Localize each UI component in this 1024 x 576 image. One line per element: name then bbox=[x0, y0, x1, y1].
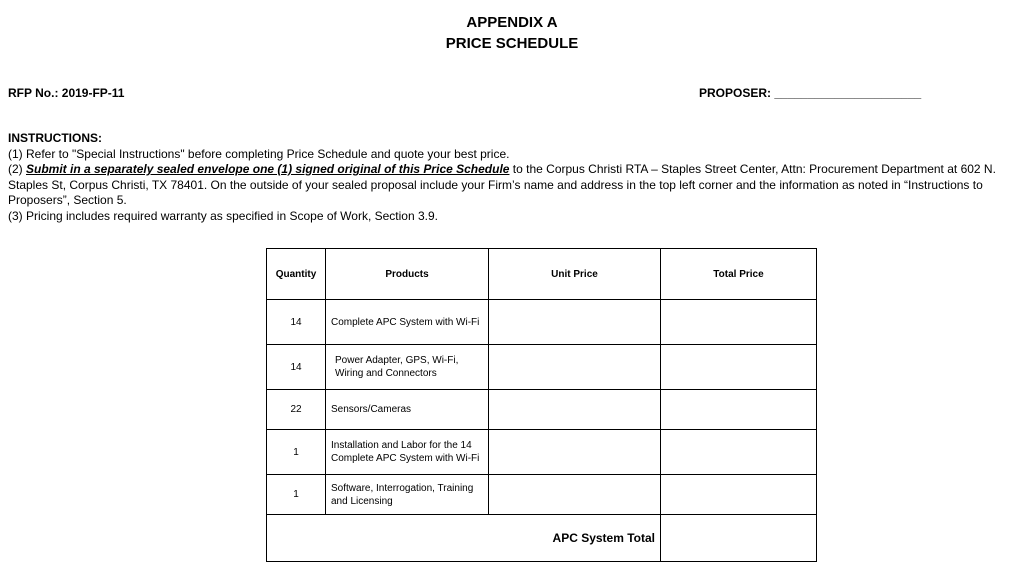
price-schedule-table bbox=[266, 248, 817, 562]
product-cell: Sensors/Cameras bbox=[326, 390, 489, 430]
unit-price-cell[interactable] bbox=[489, 390, 661, 430]
table-row bbox=[267, 430, 817, 475]
system-total-label: APC System Total bbox=[267, 515, 661, 562]
title-line-appendix: APPENDIX A bbox=[466, 14, 558, 31]
unit-price-cell[interactable] bbox=[489, 345, 661, 390]
unit-price-cell[interactable] bbox=[489, 300, 661, 345]
unit-price-cell[interactable] bbox=[489, 430, 661, 475]
page-title bbox=[0, 12, 1024, 54]
total-price-cell[interactable] bbox=[661, 475, 817, 515]
header-total-price: Total Price bbox=[661, 249, 817, 300]
total-price-cell[interactable] bbox=[661, 390, 817, 430]
table-header-row bbox=[267, 249, 817, 300]
instruction-item-2-emphasis: Submit in a separately sealed envelope one (1) signed original of this Price Schedule bbox=[26, 162, 510, 176]
product-cell: Installation and Labor for the 14 Complete APC System with Wi-Fi bbox=[326, 430, 489, 475]
proposer-field: PROPOSER: ______________________ bbox=[699, 86, 922, 100]
instruction-item-2-rest: to the Corpus Christi RTA – Staples Street Center, Attn: Procurement Department at 602 N. Staples St, Corpus Christi, TX 78401. On the outside of your sealed proposal include your Firm’s name and address in the top left corner and the information as noted in “Instructions to Proposers”, Section 5. bbox=[8, 162, 996, 207]
instruction-item-3: (3) Pricing includes required warranty as specified in Scope of Work, Section 3.9. bbox=[8, 208, 438, 223]
table-row bbox=[267, 300, 817, 345]
title-line-schedule: PRICE SCHEDULE bbox=[445, 35, 579, 52]
instructions-block bbox=[8, 131, 1014, 224]
system-total-cell[interactable] bbox=[661, 515, 817, 562]
total-price-cell[interactable] bbox=[661, 430, 817, 475]
quantity-cell: 14 bbox=[267, 345, 326, 390]
rfp-number: RFP No.: 2019-FP-11 bbox=[8, 86, 125, 100]
instruction-item-2 bbox=[8, 162, 1014, 209]
quantity-cell: 1 bbox=[267, 430, 326, 475]
quantity-cell: 14 bbox=[267, 300, 326, 345]
unit-price-cell[interactable] bbox=[489, 475, 661, 515]
table-row bbox=[267, 475, 817, 515]
instruction-item-1: (1) Refer to "Special Instructions" before completing Price Schedule and quote your best price. bbox=[8, 146, 510, 161]
total-price-cell[interactable] bbox=[661, 300, 817, 345]
product-cell: Software, Interrogation, Training and Licensing bbox=[326, 475, 489, 515]
quantity-cell: 22 bbox=[267, 390, 326, 430]
table-row bbox=[267, 390, 817, 430]
header-unit-price: Unit Price bbox=[489, 249, 661, 300]
instructions-heading: INSTRUCTIONS: bbox=[8, 131, 102, 145]
total-price-cell[interactable] bbox=[661, 345, 817, 390]
summary-row bbox=[267, 515, 817, 562]
table-row bbox=[267, 345, 817, 390]
quantity-cell: 1 bbox=[267, 475, 326, 515]
instruction-item-2-prefix: (2) bbox=[8, 162, 26, 176]
header-products: Products bbox=[326, 249, 489, 300]
product-cell: Power Adapter, GPS, Wi-Fi, Wiring and Connectors bbox=[326, 345, 489, 390]
product-cell: Complete APC System with Wi-Fi bbox=[326, 300, 489, 345]
header-quantity: Quantity bbox=[267, 249, 326, 300]
